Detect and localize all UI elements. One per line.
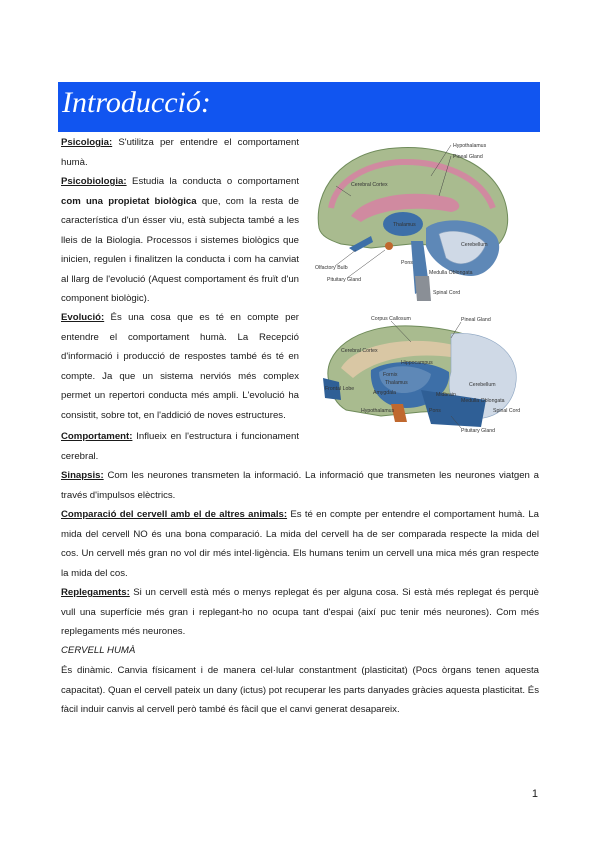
page-number: 1 (531, 788, 538, 800)
term-evolucio: Evolució: (61, 312, 105, 323)
term-comportament: Comportament: (61, 431, 133, 442)
title-banner (58, 82, 540, 132)
paragraph-cervell-huma: És dinàmic. Canvia físicament i de manera cel·lular constantment (plasticitat) (Pocs òrgans tenen aquesta capacitat). Quan el cervell pateix un dany (ictus) pot recuperar les parts danyades gràcies aquesta plasticitat. És fàcil induir canvis al cervell però també és fàcil que el canvi generat desaparеix. (61, 665, 539, 715)
brain-sagittal-figure (311, 136, 529, 301)
label-hypothalamus: Hypothalamus (453, 143, 487, 149)
paragraph-sinapsis: Sinapsis: Com les neurones transmeten la informació. La informació que transmeten les neurones viatgen a través d'impulsos elèctrics. (61, 470, 539, 501)
paragraph-psicobiologia: Psicobiologia: Estudia la conducta o comportament com una propietat biològica que, com la resta de característica d'un ésser viu, està subjecta també a les lleis de la Biologia. Processos i sistemes biològics que inicien, regulen i finalitzen la conducta i com ha canviat al llarg de l'evolució (Aquest comportament és fruït d'un component biològic). (61, 176, 299, 304)
label-medulla: Medulla Oblongata (429, 270, 473, 276)
label-cerebral-cortex-2: Cerebral Cortex (341, 348, 378, 354)
label-cerebellum: Cerebellum (461, 242, 488, 248)
label-corpus-callosum: Corpus Callosum (371, 316, 411, 322)
label-pineal-gland: Pineal Gland (453, 154, 483, 160)
label-pons-2: Pons (429, 408, 441, 414)
label-pineal-gland-2: Pineal Gland (461, 317, 491, 323)
term-sinapsis: Sinapsis: (61, 470, 104, 481)
paragraph-replegaments: Replegaments: Si un cervell està més o menys replegat és per alguna cosa. Si està més replegat és perquè vull una superfície més gran i replegant-ho no ocupa tant d'espai (així puc tenir més neurones). Com més replegaments més neurones. (61, 587, 539, 637)
term-psicobiologia: Psicobiologia: (61, 176, 127, 187)
paragraph-evolucio: Evolució: És una cosa que es té en compte per entendre el comportament humà. La Recepció d'informació i producció de respostes també és té en compte. Ja que un sistema nerviós més complex permet un repertori conducta més ampli. L'evolució ha consistit, sobre tot, en l'addició de noves estructures. (61, 312, 299, 421)
label-cerebellum-2: Cerebellum (469, 382, 496, 388)
label-midbrain: Midbrain (436, 392, 456, 398)
label-thalamus-2: Thalamus (385, 380, 408, 386)
page-title: Introducció: (62, 86, 211, 119)
paragraph-psicologia: Psicologia: S'utilitza per entendre el comportament humà. (61, 137, 299, 168)
label-fornix: Fornix (383, 372, 398, 378)
label-spinal-cord-2: Spinal Cord (493, 408, 521, 414)
term-psicologia: Psicologia: (61, 137, 113, 148)
label-hippocampus: Hippocampus (401, 360, 433, 366)
label-pituitary-gland: Pituitary Gland (327, 277, 362, 283)
brain-limbic-figure (311, 312, 529, 437)
subheading-cervell-huma: CERVELL HUMÀ (61, 645, 136, 656)
paragraph-comparacio: Comparació del cervell amb el de altres animals: Es té en compte per entendre el comportament humà. La mida del cervell NO és una bona comparació. La mida del cervell ha de ser comparada respecte la mida del cos. Un cervell més gran no vol dir més intel·ligència. Els humans tenim un cervell una mica més gran respecte la mida del cos. (61, 509, 539, 579)
label-hypothalamus-2: Hypothalamus (361, 408, 395, 414)
label-pituitary-gland-2: Pituitary Gland (461, 428, 496, 434)
paragraph-comportament: Comportament: Influeix en l'estructura i funcionament cerebral. (61, 431, 299, 462)
label-thalamus: Thalamus (393, 222, 416, 228)
label-cerebral-cortex: Cerebral Cortex (351, 182, 388, 188)
label-amygdala: Amygdala (373, 390, 397, 396)
term-comparacio: Comparació del cervell amb el de altres animals: (61, 509, 288, 520)
label-olfactory-bulb: Olfactory Bulb (315, 265, 348, 271)
label-spinal-cord: Spinal Cord (433, 290, 461, 296)
label-pons: Pons (401, 260, 413, 266)
term-replegaments: Replegaments: (61, 587, 130, 598)
label-frontal-lobe: Frontal Lobe (325, 386, 355, 392)
label-medulla-2: Medulla Oblongata (461, 398, 505, 404)
